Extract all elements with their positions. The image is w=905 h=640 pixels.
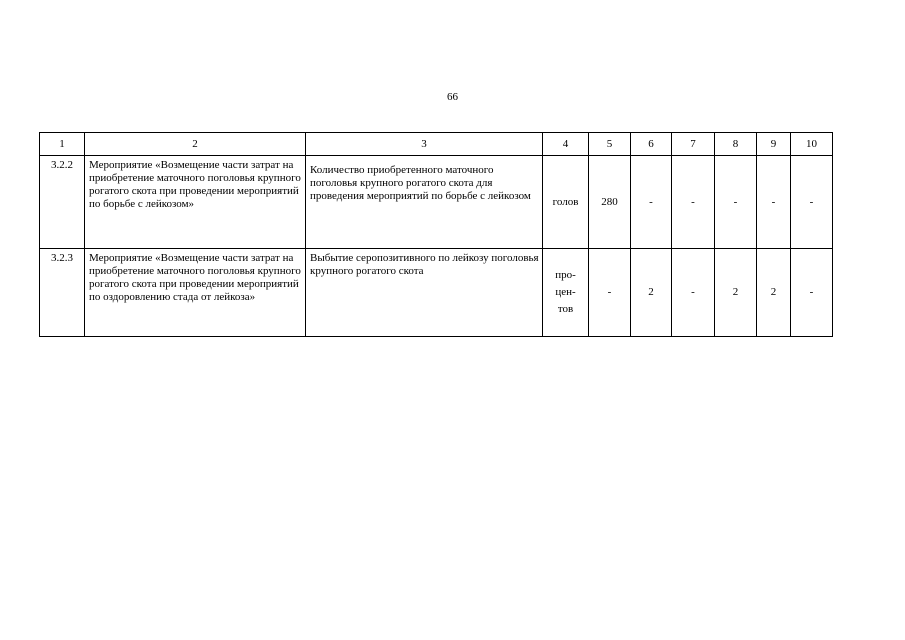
value-cell: 2: [757, 249, 791, 337]
value-cell: -: [631, 156, 672, 249]
table-header-row: [40, 133, 833, 156]
value-cell: -: [757, 156, 791, 249]
value-cell: 280: [589, 156, 631, 249]
unit-line: тов: [557, 303, 574, 315]
column-header: 6: [631, 133, 672, 156]
value-cell: -: [672, 249, 715, 337]
column-header: 2: [85, 133, 306, 156]
value-cell: -: [791, 156, 833, 249]
event-cell: Мероприятие «Возмещение части затрат на приобретение маточного поголовья крупного рогатого скота при проведении мероприятий по борьбе с лейкозом»: [85, 156, 306, 249]
indicators-table: [39, 132, 833, 337]
value-cell: 2: [715, 249, 757, 337]
unit-cell: голов: [543, 156, 589, 249]
indicator-cell: Количество приобретенного маточного поголовья крупного рогатого скота для проведения мероприятий по борьбе с лейкозом: [306, 156, 543, 249]
indicator-cell: Выбытие серопозитивного по лейкозу поголовья крупного рогатого скота: [306, 249, 543, 337]
unit-line: цен-: [555, 286, 576, 298]
value-cell: -: [791, 249, 833, 337]
column-header: 10: [791, 133, 833, 156]
column-header: 3: [306, 133, 543, 156]
column-header: 5: [589, 133, 631, 156]
row-id-cell: 3.2.2: [40, 156, 85, 249]
value-cell: 2: [631, 249, 672, 337]
column-header: 9: [757, 133, 791, 156]
value-cell: -: [589, 249, 631, 337]
unit-line: про-: [555, 269, 576, 281]
value-cell: -: [672, 156, 715, 249]
event-cell: Мероприятие «Возмещение части затрат на приобретение маточного поголовья крупного рогатого скота при проведении мероприятий по оздоровлению стада от лейкоза»: [85, 249, 306, 337]
column-header: 7: [672, 133, 715, 156]
column-header: 1: [40, 133, 85, 156]
column-header: 8: [715, 133, 757, 156]
row-id-cell: 3.2.3: [40, 249, 85, 337]
unit-cell: [543, 249, 589, 337]
table-row: [40, 156, 833, 249]
column-header: 4: [543, 133, 589, 156]
unit-text: [546, 267, 585, 318]
page-number: 66: [447, 91, 458, 103]
table-row: [40, 249, 833, 337]
value-cell: -: [715, 156, 757, 249]
